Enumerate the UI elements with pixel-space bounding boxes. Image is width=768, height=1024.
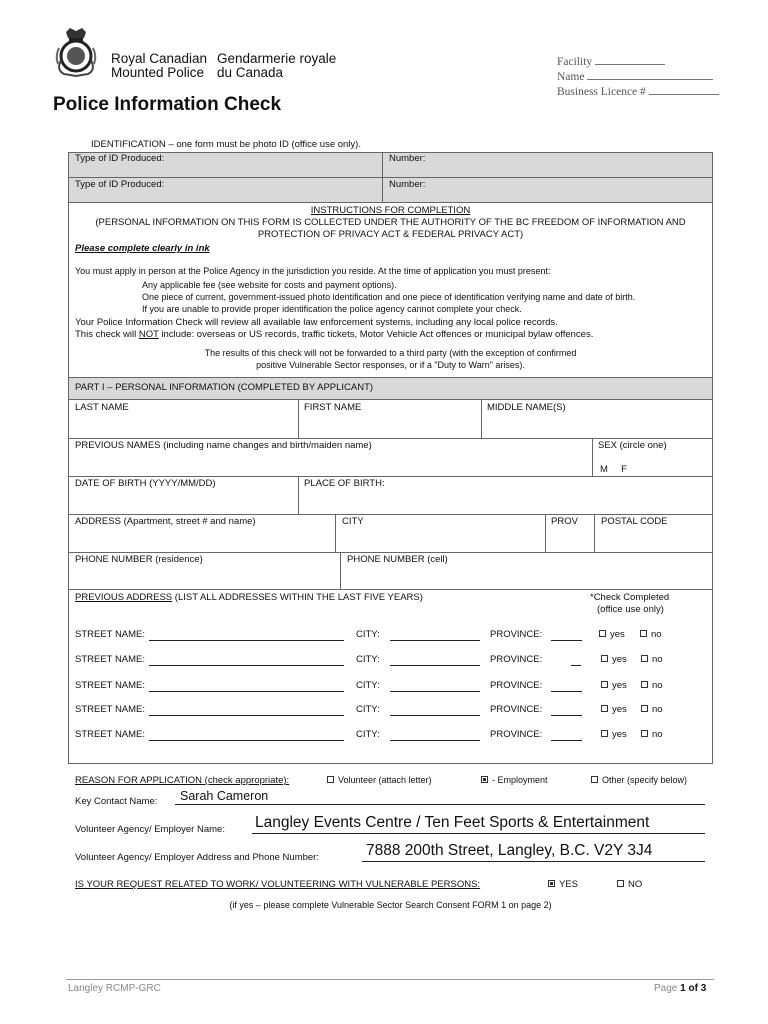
province-label: PROVINCE: [490,654,543,665]
phone-residence-label: PHONE NUMBER (residence) [75,554,203,565]
city-label: CITY [342,516,364,527]
facility-field[interactable]: Facility [557,54,665,68]
agency-address-value[interactable]: 7888 200th Street, Langley, B.C. V2Y 3J4 [366,842,653,859]
instruction-para-1: You must apply in person at the Police Agency in the jurisdiction you reside. At the time of application you must present: [75,266,551,276]
checkbox-icon [591,776,598,783]
reason-label: REASON FOR APPLICATION (check appropriate): [75,775,290,786]
instruction-bullet-2: One piece of current, government-issued photo identification and one piece of identification verifying name and date of birth. [142,292,636,302]
checkbox-icon [601,705,608,712]
name-field[interactable]: Name [557,69,713,83]
first-name-label: FIRST NAME [304,402,362,413]
street-name-label: STREET NAME: [75,704,146,715]
checkbox-icon [327,776,334,783]
postal-code-label: POSTAL CODE [601,516,668,527]
agency-name-line [252,833,705,834]
check-no[interactable]: no [640,629,662,640]
checkbox-icon [641,730,648,737]
checkbox-icon [601,655,608,662]
page-title: Police Information Check [53,94,282,115]
city-line[interactable] [390,740,480,741]
instruction-para-2: Your Police Information Check will review all available law enforcement systems, including any local police records. [75,317,558,328]
instruction-bullet-1: Any applicable fee (see website for costs and payment options). [142,280,397,290]
city-label: CITY: [356,680,380,691]
check-no[interactable]: no [641,680,663,691]
province-line[interactable] [551,640,582,641]
street-name-line[interactable] [149,665,344,666]
province-label: PROVINCE: [490,704,543,715]
check-yes[interactable]: yes [601,654,627,665]
org-name-fr-1: Gendarmerie royale [217,51,337,66]
id-type-label-2: Type of ID Produced: [75,179,165,190]
footer-left: Langley RCMP-GRC [68,983,161,994]
city-label: CITY: [356,729,380,740]
vulnerable-question: IS YOUR REQUEST RELATED TO WORK/ VOLUNTEERING WITH VULNERABLE PERSONS: [75,879,481,890]
privacy-notice-2: PROTECTION OF PRIVACY ACT & FEDERAL PRIVACY ACT) [257,229,524,240]
checkbox-icon [601,681,608,688]
previous-names-label: PREVIOUS NAMES (including name changes and birth/maiden name) [75,440,372,451]
checkbox-icon [601,730,608,737]
identification-heading: IDENTIFICATION – one form must be photo ID (office use only). [91,139,361,150]
checkbox-icon [640,630,647,637]
address-label: ADDRESS (Apartment, street # and name) [75,516,256,527]
checked-box-icon [548,880,555,887]
city-line[interactable] [390,691,480,692]
province-line[interactable] [551,691,582,692]
checkbox-icon [617,880,624,887]
pob-label: PLACE OF BIRTH: [304,478,385,489]
reason-employment-option[interactable]: - Employment [481,775,548,785]
reason-volunteer-option[interactable]: Volunteer (attach letter) [327,775,432,785]
page-number: Page 1 of 3 [654,983,707,994]
province-label: PROVINCE: [490,680,543,691]
key-contact-label: Key Contact Name: [75,796,158,807]
agency-name-label: Volunteer Agency/ Employer Name: [75,824,225,835]
key-contact-line [175,804,705,805]
key-contact-value[interactable]: Sarah Cameron [180,789,269,803]
agency-address-label: Volunteer Agency/ Employer Address and Phone Number: [75,852,319,863]
street-name-line[interactable] [149,691,344,692]
check-no[interactable]: no [641,729,663,740]
org-name-en-2: Mounted Police [111,65,205,80]
reason-other-option[interactable]: Other (specify below) [591,775,687,785]
street-name-line[interactable] [149,640,344,641]
agency-name-value[interactable]: Langley Events Centre / Ten Feet Sports & Entertainment [255,814,650,831]
checkbox-icon [599,630,606,637]
instruction-para-4a: The results of this check will not be forwarded to a third party (with the exception of confirmed [204,348,577,358]
city-line[interactable] [390,640,480,641]
last-name-label: LAST NAME [75,402,129,413]
city-line[interactable] [390,665,480,666]
middle-names-label: MIDDLE NAME(S) [487,402,566,413]
check-yes[interactable]: yes [599,629,625,640]
checkbox-icon [641,681,648,688]
check-yes[interactable]: yes [601,729,627,740]
office-use-label: (office use only) [597,604,664,615]
province-line[interactable] [551,715,582,716]
privacy-notice-1: (PERSONAL INFORMATION ON THIS FORM IS COLLECTED UNDER THE AUTHORITY OF THE BC FREEDOM OF INFORMATION AND [95,217,686,228]
org-name-fr-2: du Canada [217,65,284,80]
org-name-en-1: Royal Canadian [111,51,208,66]
street-name-line[interactable] [149,715,344,716]
previous-address-heading: PREVIOUS ADDRESS (LIST ALL ADDRESSES WITHIN THE LAST FIVE YEARS) [75,592,423,603]
id-type-label-1: Type of ID Produced: [75,153,165,164]
street-name-line[interactable] [149,740,344,741]
phone-cell-label: PHONE NUMBER (cell) [347,554,448,565]
sex-options[interactable]: M F [600,464,627,475]
complete-in-ink-note: Please complete clearly in ink [75,243,210,254]
agency-address-line [362,861,705,862]
rcmp-crest-logo [52,26,100,78]
province-line[interactable] [571,665,581,666]
street-name-label: STREET NAME: [75,629,146,640]
city-line[interactable] [390,715,480,716]
checkbox-icon [641,705,648,712]
checked-box-icon [481,776,488,783]
vulnerable-note: (if yes – please complete Vulnerable Sector Search Consent FORM 1 on page 2) [229,900,552,910]
instruction-para-3: This check will NOT include: overseas or US records, traffic tickets, Motor Vehicle Act offences or municipal bylaw offences. [75,329,594,340]
check-no[interactable]: no [641,654,663,665]
instruction-para-4b: positive Vulnerable Sector responses, or if a "Duty to Warn" arises). [256,360,525,370]
prov-label: PROV [551,516,578,527]
street-name-label: STREET NAME: [75,654,146,665]
city-label: CITY: [356,629,380,640]
id-number-label-2: Number: [389,179,426,190]
street-name-label: STREET NAME: [75,680,146,691]
vulnerable-yes-option[interactable]: YES [548,879,578,890]
part1-heading: PART I – PERSONAL INFORMATION (COMPLETED BY APPLICANT) [75,382,374,393]
instructions-heading: INSTRUCTIONS FOR COMPLETION [310,205,471,216]
business-licence-field[interactable]: Business Licence # [557,84,719,98]
check-no[interactable]: no [641,704,663,715]
vulnerable-no-option[interactable]: NO [617,879,642,890]
sex-label: SEX (circle one) [598,440,667,451]
dob-label: DATE OF BIRTH (YYYY/MM/DD) [75,478,216,489]
id-number-label-1: Number: [389,153,426,164]
check-yes[interactable]: yes [601,680,627,691]
province-label: PROVINCE: [490,629,543,640]
checkbox-icon [641,655,648,662]
street-name-label: STREET NAME: [75,729,146,740]
province-label: PROVINCE: [490,729,543,740]
city-label: CITY: [356,654,380,665]
instruction-bullet-3: If you are unable to provide proper identification the police agency cannot complete your check. [142,304,522,314]
check-yes[interactable]: yes [601,704,627,715]
city-label: CITY: [356,704,380,715]
check-completed-label: *Check Completed [590,592,670,603]
province-line[interactable] [551,740,582,741]
